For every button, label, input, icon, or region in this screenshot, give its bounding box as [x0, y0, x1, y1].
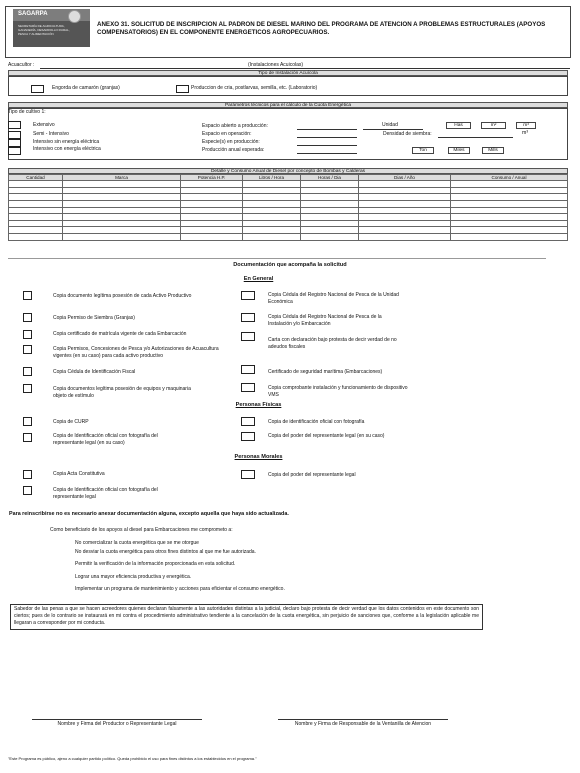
produccion-anual-label: Producción anual esperada:: [202, 147, 265, 153]
col-potencia: Potencia H.P.: [181, 175, 243, 181]
doc-checkbox[interactable]: [23, 433, 32, 442]
doc-label: Copia de identificación oficial con fotografía: [268, 419, 365, 425]
doc-label: Copia de CURP: [53, 419, 89, 425]
unidad-field[interactable]: [363, 129, 423, 130]
doc-checkbox[interactable]: [23, 330, 32, 339]
col-litros: Litros / Hora: [243, 175, 301, 181]
acuicultor-label: Acuacultor :: [8, 62, 35, 68]
doc-checkbox[interactable]: [241, 332, 255, 341]
doc-label: Copia documento legítima posesión de cada Activo Productivo: [53, 293, 192, 299]
produccion-anual-field[interactable]: [297, 153, 357, 154]
intensivo-sin-checkbox[interactable]: [8, 139, 21, 147]
doc-checkbox[interactable]: [241, 470, 255, 479]
espacio-abierto-field[interactable]: [297, 129, 357, 130]
table-row[interactable]: [9, 187, 568, 194]
densidad-label: Densidad de siembra:: [383, 131, 432, 137]
doc-checkbox[interactable]: [23, 291, 32, 300]
engorda-label: Engorda de camarón (granjas): [52, 85, 120, 91]
doc-checkbox[interactable]: [23, 417, 32, 426]
doc-label: Copia Cédula del Registro Nacional de Pesca de la Unidad Económica: [268, 292, 399, 305]
docs-title: Documentación que acompaña la solicitud: [233, 262, 347, 268]
espacio-abierto-label: Espacio abierto a producción:: [202, 123, 268, 129]
compromiso-item: No comercializar la cuota energética que se me otorgue: [75, 540, 199, 546]
doc-checkbox[interactable]: [241, 432, 255, 441]
reinscribir-note: Para reinscribirse no es necesario anexar documentación alguna, excepto aquella que haya sido actualizada.: [9, 511, 289, 517]
col-dias: Dias / Año: [359, 175, 451, 181]
doc-label: Copia Cédula del Registro Nacional de Pesca de la Instalación y/o Embarcación: [268, 314, 382, 327]
col-cantidad: Cantidad: [9, 175, 63, 181]
intensivo-con-checkbox[interactable]: [8, 147, 21, 155]
table-row[interactable]: [9, 227, 568, 234]
produccion-cria-label: Produccion de cria, postlarvas, semilla, etc. (Laboratorio): [191, 85, 318, 91]
extensivo-checkbox[interactable]: [8, 121, 21, 129]
logo-subtitle: SECRETARÍA DE AGRICULTURA, GANADERÍA, DESARROLLO RURAL, PESCA Y ALIMENTACIÓN: [18, 24, 70, 36]
doc-label: Copia Permisos, Concesiones de Pesca y/o Autorizaciones de Acuacultura vigentes (en su caso) para cada activo productivo: [53, 346, 219, 359]
divider: [8, 258, 546, 259]
declaracion-box: Sabedor de las penas a que se hacen acreedores quienes declaran falsamente a las autoridades distintas a la judicial, declaro bajo protesta de decir verdad que los datos contenidos en este documento son ciertos; pues de lo contrario se instaurará en mi contra el procedimiento administrativo tendiente a la cancelación de la cuota energética, sin perjuicio de sanciones que, conforme a la legislación aplicable me llegaran a corresponder por mi conducta.: [10, 604, 483, 630]
tipo-instalacion-header: Tipo de Instalación Acuícola: [8, 70, 568, 76]
unidad-label: Unidad: [382, 122, 398, 128]
densidad-unit: m³: [522, 130, 529, 136]
morales-title: Personas Morales: [234, 454, 283, 460]
doc-label: Certificado de seguridad marítima (Embarcaciones): [268, 369, 383, 375]
doc-label: Copia de Identificación oficial con fotografía del representante legal: [53, 487, 158, 500]
consumo-table: [8, 174, 568, 241]
doc-checkbox[interactable]: [241, 383, 255, 392]
doc-label: Copia Permiso de Siembra (Granjas): [53, 315, 135, 321]
engorda-checkbox[interactable]: [31, 85, 44, 93]
table-row[interactable]: [9, 201, 568, 208]
doc-label: Copia comprobante instalación y funcionamiento de dispositivo VMS: [268, 385, 408, 398]
table-row[interactable]: [9, 234, 568, 241]
miles-option[interactable]: Miles: [448, 147, 470, 154]
has-option[interactable]: Has: [446, 122, 471, 129]
mills-option[interactable]: Mills: [482, 147, 504, 154]
especies-field[interactable]: [297, 145, 357, 146]
table-row[interactable]: [9, 220, 568, 227]
mexico-seal-icon: [68, 10, 81, 23]
doc-checkbox[interactable]: [23, 486, 32, 495]
table-row[interactable]: [9, 214, 568, 221]
table-row[interactable]: [9, 194, 568, 201]
espacio-operacion-label: Espacio en operación:: [202, 131, 252, 137]
form-title: ANEXO 31. SOLICITUD DE INSCRIPCION AL PADRON DE DIESEL MARINO DEL PROGRAMA DE ATENCION A PROBLEMAS ESTRUCTURALES (APOYOS COMPENSATORIOS) EN EL COMPONENTE ENERGETICOS AGROPECUARIOS.: [97, 21, 546, 37]
parametros-header: Parámetros técnicos para el cálculo de la Cuota Energética: [8, 102, 568, 108]
produccion-cria-checkbox[interactable]: [176, 85, 189, 93]
m3-option[interactable]: m³: [516, 122, 536, 129]
col-horas: Horas / Dia: [301, 175, 359, 181]
doc-checkbox[interactable]: [23, 470, 32, 479]
general-title: En General: [243, 276, 274, 282]
doc-checkbox[interactable]: [241, 417, 255, 426]
compromiso-intro: Como beneficiario de los apoyos al diesel para Embarcaciones me comprometo a:: [50, 527, 233, 533]
ton-option[interactable]: Ton: [412, 147, 434, 154]
col-consumo: Consumo / Anual: [451, 175, 568, 181]
semi-intensivo-checkbox[interactable]: [8, 131, 21, 139]
doc-checkbox[interactable]: [241, 313, 255, 322]
doc-checkbox[interactable]: [23, 313, 32, 322]
fisicas-title: Personas Físicas: [235, 402, 282, 408]
m2-option[interactable]: m²: [481, 122, 506, 129]
instalaciones-label: (Instalaciones Acuicolas): [248, 62, 304, 68]
doc-label: Copia certificado de matrícula vigente de cada Embarcación: [53, 331, 187, 337]
compromiso-item: Implementar un programa de mantenimiento y acciones para eficientar el consumo energético.: [75, 586, 285, 592]
logo-name: SAGARPA: [13, 9, 90, 21]
doc-checkbox[interactable]: [23, 367, 32, 376]
semi-intensivo-label: Semi - Intensivo: [33, 131, 69, 137]
doc-label: Copia del poder del representante legal (en su caso): [268, 433, 385, 439]
especies-label: Especie(s) en producción:: [202, 139, 260, 145]
doc-label: Copia del poder del representante legal: [268, 472, 356, 478]
firma-productor-label: Nombre y Firma del Productor o Representante Legal: [57, 721, 177, 727]
espacio-operacion-field[interactable]: [297, 137, 357, 138]
firma-productor-line[interactable]: [32, 719, 202, 720]
acuicultor-field[interactable]: [40, 68, 570, 69]
table-row[interactable]: [9, 181, 568, 188]
tipo-cultivo-label: Tipo de cultivo 1:: [8, 109, 46, 115]
doc-label: Carta con declaración bajo protesta de decir verdad de no adeudos fiscales: [268, 337, 397, 350]
consumo-header: Detalle y Consumo Anual de Diesel por concepto de Bombas y Calderas: [8, 168, 568, 174]
doc-checkbox[interactable]: [241, 365, 255, 374]
doc-label: Copia Cédula de Identificación Fiscal: [53, 369, 136, 375]
densidad-field[interactable]: [438, 137, 513, 138]
firma-responsable-label: Nombre y Firma de Responsable de la Ventanilla de Atencion: [294, 721, 432, 727]
extensivo-label: Extensivo: [33, 122, 55, 128]
compromiso-item: Lograr una mayor eficiencia productiva y energética.: [75, 574, 192, 580]
compromiso-item: No desviar la cuota energética para otros fines distintos al que me fue autorizada.: [75, 549, 256, 555]
doc-checkbox[interactable]: [23, 345, 32, 354]
doc-checkbox[interactable]: [241, 291, 255, 300]
doc-label: Copia Acta Constitutiva: [53, 471, 105, 477]
col-marca: Marca: [63, 175, 181, 181]
intensivo-con-label: Intensivo con energía eléctrica: [33, 146, 101, 152]
doc-checkbox[interactable]: [23, 384, 32, 393]
sagarpa-logo: [13, 9, 90, 47]
doc-label: Copia documentos legítima posesión de equipos y maquinaria objeto de estímulo: [53, 386, 191, 399]
intensivo-sin-label: Intensivo sin energía eléctrica: [33, 139, 100, 145]
compromiso-item: Permitir la verificación de la información proporcionada en esta solicitud.: [75, 561, 236, 567]
firma-responsable-line[interactable]: [278, 719, 448, 720]
footer-note: "Este Programa es público, ajeno a cualquier partido político. Queda prohibido el uso para fines distintos a los establecidos en el programa.": [8, 756, 257, 761]
doc-label: Copia de Identificación oficial con fotografía del representante legal (en su caso): [53, 433, 158, 446]
table-row[interactable]: [9, 207, 568, 214]
